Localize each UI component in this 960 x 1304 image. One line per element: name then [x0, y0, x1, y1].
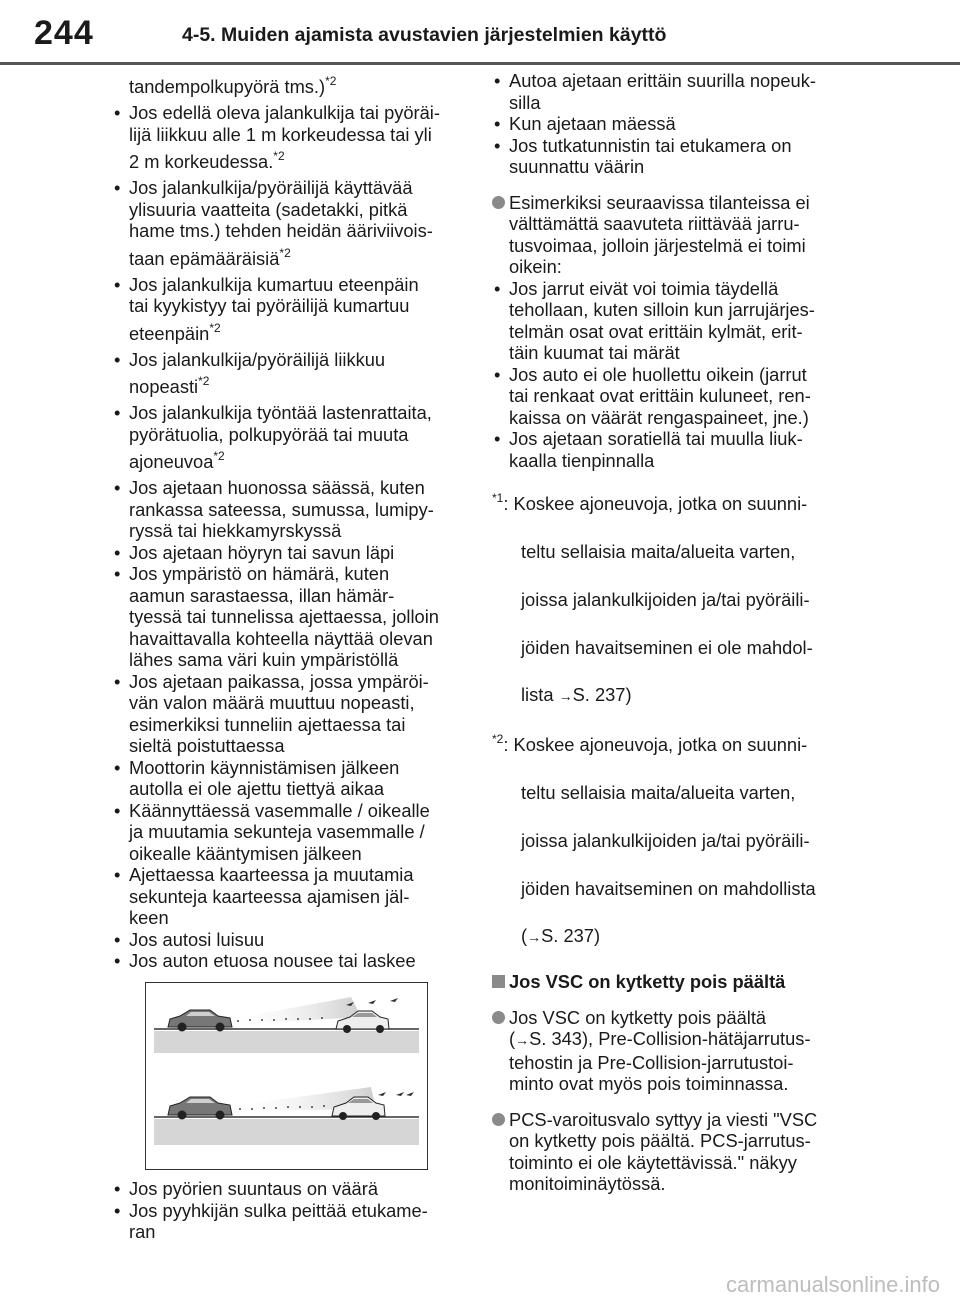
page-reference[interactable]: S. 237): [541, 925, 601, 947]
list-item: [112, 757, 472, 800]
list-item-continuation: autolla ei ole ajettu tiettyä aikaa: [129, 778, 385, 799]
circle-bullet-icon: [492, 1113, 505, 1126]
footnote-line: jöiden havaitseminen on mahdollista: [521, 877, 816, 899]
list-item-line: • Jos autosi luisuu: [112, 929, 472, 951]
footnote-line: jöiden havaitseminen ei ole mahdol-: [521, 636, 813, 658]
list-item-continuation: esimerkiksi tunneliin ajettaessa tai: [129, 713, 406, 735]
paragraph-vsc-off: Jos VSC on kytketty pois päältä (→S. 343), Pre-Collision-hätäjarrutus- tehostin ja Pre-Collision-jarrutustoi- minto ovat myös pois toiminnassa.: [492, 1007, 852, 1095]
list-item-line: • Käännyttäessä vasemmalle / oikealle: [112, 800, 472, 822]
list-item-continuation: rankassa sateessa, sumussa, lumipy-: [129, 498, 434, 520]
circle-bullet-icon: [492, 196, 505, 209]
paragraph-lines: [509, 1109, 852, 1195]
paragraph-line: Esimerkiksi seuraavissa tilanteissa ei: [509, 191, 810, 213]
list-item-continuation: ran: [129, 1221, 156, 1242]
paragraph-line: tehostin ja Pre-Collision-jarrutustoi-: [509, 1051, 794, 1073]
list-item-line: • Jos ajetaan soratiellä tai muulla liuk-: [492, 428, 852, 450]
car-rear-lower: [168, 1097, 232, 1120]
list-item: [112, 950, 472, 972]
list-item-continuation: telmän osat ovat erittäin kylmät, erit-: [509, 320, 803, 342]
list-item: [112, 800, 472, 865]
paragraph-line: tusvoimaa, jolloin järjestelmä ei toimi: [509, 234, 806, 256]
list-item-line: • Jos ajetaan huonossa säässä, kuten: [112, 477, 472, 499]
continued-line: tandempolkupyörä tms.)$^{*2}$: [129, 74, 337, 97]
list-item-line: • Jos tutkatunnistin tai etukamera on: [492, 135, 852, 157]
list-item: [112, 177, 472, 274]
list-item-line: • Jos jarrut eivät voi toimia täydellä: [492, 278, 852, 300]
page-number: 244: [34, 14, 94, 52]
list-item-line: • Kun ajetaan mäessä: [492, 113, 852, 135]
cars-on-road-figure: [146, 983, 427, 1169]
section-heading: Jos VSC on kytketty pois päältä: [492, 971, 852, 993]
page-header: [0, 0, 960, 66]
paragraph-braking: [492, 192, 852, 278]
arrow-right-icon: →: [527, 929, 542, 946]
page-reference[interactable]: S. 343), Pre-Collision-hätäjarrutus-: [529, 1028, 811, 1050]
footnote-lines: [492, 537, 852, 662]
paragraph-line: toiminto ei ole käytettävissä." näkyy: [509, 1151, 797, 1173]
list-item: [492, 364, 852, 429]
arrow-right-icon: →: [558, 688, 573, 705]
left-column: [112, 70, 472, 972]
list-item-continuation: tyessä tai tunnelissa ajettaessa, jolloin: [129, 606, 439, 627]
paragraph-line: oikein:: [509, 256, 562, 277]
paragraph-line: on kytketty pois päältä. PCS-jarrutus-: [509, 1130, 811, 1152]
paragraph-lines: [509, 192, 852, 278]
list-item-continuation: täin kuumat tai märät: [509, 342, 680, 363]
list-item-line: • Jos pyyhkijän sulka peittää etukame-: [112, 1200, 472, 1222]
list-item: [112, 1200, 472, 1243]
page-reference[interactable]: S. 237): [572, 684, 632, 706]
list-item: [112, 477, 472, 542]
paragraph-line: monitoiminäytössä.: [509, 1173, 666, 1195]
list-item-line: • Jos jalankulkija kumartuu eteenpäin: [112, 274, 472, 296]
list-item-continuation: eteenpäin$^{*2}$: [129, 320, 221, 344]
list-item: [112, 542, 472, 564]
list-item-line: • Jos auto ei ole huollettu oikein (jarrut: [492, 364, 852, 386]
list-item-line: • Jos ympäristö on hämärä, kuten: [112, 563, 472, 585]
list-item-continuation: oikealle kääntymisen jälkeen: [129, 842, 362, 864]
list-item-line: • Jos ajetaan höyryn tai savun läpi: [112, 542, 472, 564]
paragraph-line: PCS-varoitusvalo syttyy ja viesti "VSC: [509, 1108, 818, 1130]
list-item-line: • Jos jalankulkija työntää lastenrattaita,: [112, 402, 472, 424]
watermark: carmanualsonline.info: [725, 1272, 940, 1297]
right-column: [492, 70, 852, 1195]
list-item-continuation: sieltä poistuttaessa: [129, 735, 285, 756]
left-column-bottom: [112, 1178, 472, 1243]
list-item-continuation: sekunteja kaarteessa ajamisen jäl-: [129, 885, 410, 907]
list-item-line: • Moottorin käynnistämisen jälkeen: [112, 757, 472, 779]
list-item-line: • Jos edellä oleva jalankulkija tai pyöräi-: [112, 102, 472, 124]
list-item-continuation: hame tms.) tehden heidän ääriviivois-: [129, 220, 433, 241]
list-item-continuation: vän valon määrä muuttuu nopeasti,: [129, 692, 415, 713]
paragraph-lines: [509, 1052, 852, 1095]
list-item: [492, 113, 852, 135]
list-item: [112, 671, 472, 757]
list-item-continuation: keen: [129, 907, 169, 928]
list-item: [112, 349, 472, 403]
square-bullet-icon: [492, 975, 505, 988]
list-item-continuation: kaissa on väärät rengaspaineet, jne.): [509, 406, 809, 428]
list-item: [112, 402, 472, 477]
list-item-continuation: ylisuuria vaatteita (sadetakki, pitkä: [129, 198, 408, 220]
list-item: [112, 929, 472, 951]
circle-bullet-icon: [492, 1011, 505, 1024]
list-item-line: • Jos jalankulkija/pyöräilijä käyttävää: [112, 177, 472, 199]
list-item: [112, 102, 472, 177]
list-item: [492, 428, 852, 471]
header-rule: [0, 62, 960, 65]
road-illustration: [145, 982, 428, 1170]
list-item-continuation: ja muutamia sekunteja vasemmalle /: [129, 821, 425, 842]
footnote-lines: [492, 778, 852, 903]
list-item: [492, 278, 852, 364]
footnote-2: $^{*2}$: Koskee ajoneuvoja, jotka on suunni- teltu sellaisia maita/alueita varten, joissa jalankulkijoiden ja/tai pyöräili- jöiden havaitseminen on mahdollista (→S. 237): [492, 730, 852, 953]
list-item-continuation: silla: [509, 91, 541, 113]
paragraph-line: minto ovat myös pois toiminnassa.: [509, 1073, 789, 1095]
list-item-continuation: lähes sama väri kuin ympäristöllä: [129, 649, 399, 670]
list-item: [492, 135, 852, 178]
list-item-line: • Ajettaessa kaarteessa ja muutamia: [112, 864, 472, 886]
list-item: [112, 563, 472, 671]
footnote-line: teltu sellaisia maita/alueita varten,: [521, 541, 796, 563]
list-item-continuation: lijä liikkuu alle 1 m korkeudessa tai yli: [129, 123, 432, 145]
footnote-line: joissa jalankulkijoiden ja/tai pyöräili-: [521, 588, 810, 610]
list-item-continuation: havaittavalla kohteella näyttää olevan: [129, 627, 433, 649]
list-item: [492, 70, 852, 113]
list-item: [112, 274, 472, 349]
list-item-continuation: ajoneuvoa$^{*2}$: [129, 449, 225, 472]
list-item-continuation: aamun sarastaessa, illan hämär-: [129, 584, 395, 606]
list-item-continuation: tai kyykistyy tai pyöräilijä kumartuu: [129, 295, 410, 316]
section-title: 4-5. Muiden ajamista avustavien järjestelmien käyttö: [182, 24, 667, 46]
road-surface-lower: [154, 1119, 419, 1145]
list-item-continuation: kaalla tienpinnalla: [509, 449, 655, 471]
list-item-line: • Jos pyörien suuntaus on väärä: [112, 1178, 472, 1200]
list-item-line: • Autoa ajetaan erittäin suurilla nopeuk-: [492, 70, 852, 92]
paragraph-line: välttämättä saavuteta riittävää jarru-: [509, 213, 800, 234]
road-surface-upper: [154, 1031, 419, 1053]
arrow-right-icon: →: [515, 1032, 530, 1049]
list-item-line: • Jos jalankulkija/pyöräilijä liikkuu: [112, 349, 472, 371]
list-item-line: • Jos ajetaan paikassa, jossa ympäröi-: [112, 671, 472, 693]
list-item-continuation: nopeasti$^{*2}$: [129, 374, 210, 397]
list-item: [112, 1178, 472, 1200]
list-item-continuation: pyörätuolia, polkupyörää tai muuta: [129, 423, 409, 445]
footnote-line: joissa jalankulkijoiden ja/tai pyöräili-: [521, 829, 810, 851]
list-item-continuation: suunnattu väärin: [509, 156, 645, 177]
list-item-continuation: taan epämääräisiä$^{*2}$: [129, 245, 291, 269]
paragraph-pcs-warning: [492, 1109, 852, 1195]
list-item: [112, 864, 472, 929]
list-item-line: • Jos auton etuosa nousee tai laskee: [112, 950, 472, 972]
list-item-continuation: tai renkaat ovat erittäin kuluneet, ren-: [509, 385, 811, 406]
list-item-continuation: 2 m korkeudessa.$^{*2}$: [129, 149, 285, 172]
footnote-line: teltu sellaisia maita/alueita varten,: [521, 782, 796, 804]
list-item-continuation: ryssä tai hiekkamyrskyssä: [129, 520, 342, 541]
footnote-1: $^{*1}$: Koskee ajoneuvoja, jotka on suunni- teltu sellaisia maita/alueita varten, joissa jalankulkijoiden ja/tai pyöräili- jöiden havaitseminen ei ole mahdol- lista →S. 237): [492, 489, 852, 712]
list-item-continuation: tehollaan, kuten silloin kun jarrujärjes-: [509, 299, 815, 320]
